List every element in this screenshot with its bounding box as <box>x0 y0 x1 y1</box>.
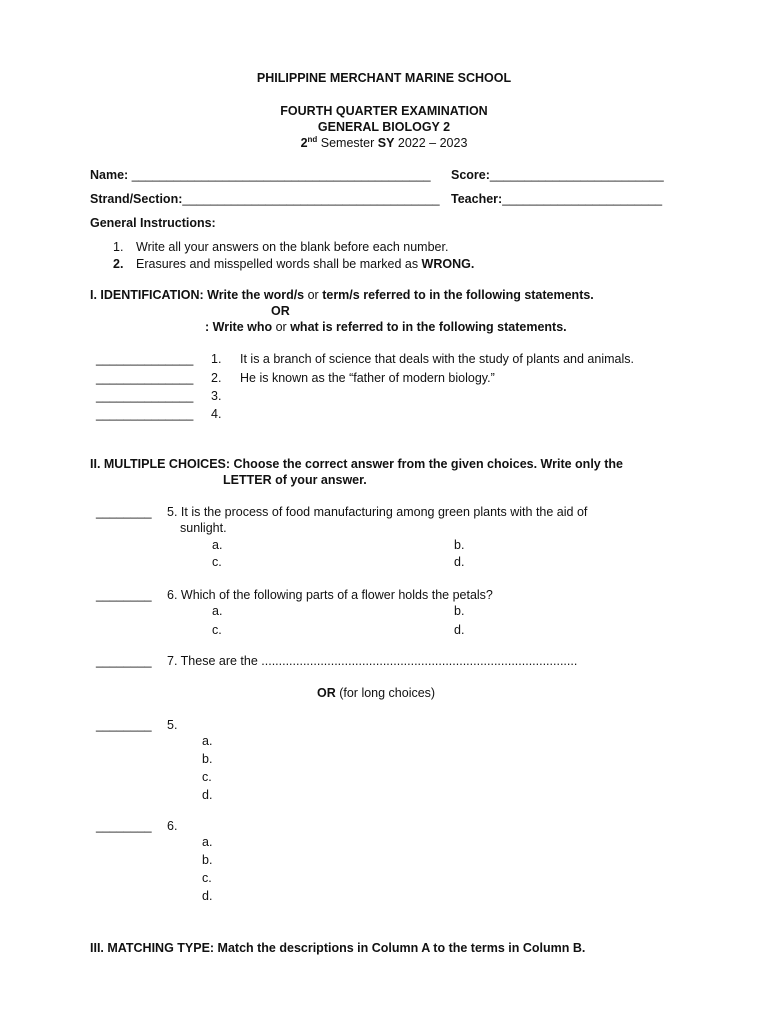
name-line: ___________________________________________ <box>131 168 431 182</box>
long-question-5: 5. <box>167 718 178 732</box>
identification-heading-a: I. IDENTIFICATION: Write the word/s <box>90 288 308 302</box>
long-q6-choice-d: d. <box>202 889 213 903</box>
identification-num-1: 1. <box>211 352 222 366</box>
mc-q6-choice-d: d. <box>454 623 465 637</box>
teacher-label: Teacher: <box>451 192 503 206</box>
strand-label: Strand/Section: <box>90 192 183 206</box>
mc-question-5-line1: 5. It is the process of food manufacturing among green plants with the aid of <box>167 505 588 519</box>
long-q5-choice-d: d. <box>202 788 213 802</box>
identification-or: OR <box>271 304 290 318</box>
long-blank-6[interactable]: ________ <box>96 819 152 833</box>
mc-question-5-line2: sunlight. <box>180 521 227 535</box>
sy-years: 2022 – 2023 <box>394 136 468 150</box>
long-choices-or-rest: (for long choices) <box>335 686 436 700</box>
long-q6-choice-a: a. <box>202 835 213 849</box>
mc-blank-5[interactable]: ________ <box>96 505 152 519</box>
mc-q5-choice-d: d. <box>454 555 465 569</box>
sy-label: SY <box>377 136 395 150</box>
score-field[interactable] <box>451 167 664 183</box>
mc-question-7: 7. These are the ........................................................................................... <box>167 654 578 668</box>
mc-blank-7[interactable]: ________ <box>96 654 152 668</box>
name-field[interactable] <box>90 167 431 183</box>
identification-num-3: 3. <box>211 389 222 403</box>
strand-field[interactable] <box>90 191 440 207</box>
mc-q5-choice-a: a. <box>212 538 223 552</box>
identification-heading-b: term/s referred to in the following statements. <box>318 288 594 302</box>
score-line: _________________________ <box>489 168 664 182</box>
mc-q5-choice-c: c. <box>212 555 222 569</box>
instruction-2-num: 2. <box>113 257 124 271</box>
identification-alt-b: what is referred to in the following statements. <box>286 320 567 334</box>
strand-line: _____________________________________ <box>182 192 440 206</box>
identification-heading-or: or <box>307 288 319 302</box>
instruction-2-body: Erasures and misspelled words shall be marked as <box>136 257 422 271</box>
long-q6-choice-b: b. <box>202 853 213 867</box>
mc-q5-choice-b: b. <box>454 538 465 552</box>
identification-text-2: He is known as the “father of modern biology.” <box>240 371 495 385</box>
mc-blank-6[interactable]: ________ <box>96 588 152 602</box>
instruction-2-text <box>136 256 474 272</box>
instruction-1-num: 1. <box>113 240 124 254</box>
long-q5-choice-a: a. <box>202 734 213 748</box>
long-q5-choice-b: b. <box>202 752 213 766</box>
school-name: PHILIPPINE MERCHANT MARINE SCHOOL <box>256 71 512 85</box>
identification-num-4: 4. <box>211 407 222 421</box>
teacher-field[interactable] <box>451 191 662 207</box>
long-question-6: 6. <box>167 819 178 833</box>
identification-num-2: 2. <box>211 371 222 385</box>
teacher-line: _______________________ <box>502 192 663 206</box>
long-choices-or-bold: OR <box>317 686 336 700</box>
identification-alt-a: : Write who <box>205 320 276 334</box>
identification-alt-heading <box>205 319 567 335</box>
score-label: Score: <box>451 168 490 182</box>
long-q6-choice-c: c. <box>202 871 212 885</box>
instruction-1-text: Write all your answers on the blank before each number. <box>136 240 449 254</box>
long-q5-choice-c: c. <box>202 770 212 784</box>
identification-heading <box>90 287 594 303</box>
identification-text-1: It is a branch of science that deals with the study of plants and animals. <box>240 352 634 366</box>
identification-blank-3[interactable]: ______________ <box>96 389 194 403</box>
instructions-heading: General Instructions: <box>90 216 216 230</box>
semester-suffix: nd <box>307 134 318 144</box>
mc-q6-choice-a: a. <box>212 604 223 618</box>
identification-blank-1[interactable]: ______________ <box>96 352 194 366</box>
semester-number: 2 <box>300 136 308 150</box>
long-choices-or <box>317 685 435 701</box>
matching-heading: III. MATCHING TYPE: Match the descriptions in Column A to the terms in Column B. <box>90 941 586 955</box>
semester-line <box>0 135 768 151</box>
long-blank-5[interactable]: ________ <box>96 718 152 732</box>
mc-q6-choice-c: c. <box>212 623 222 637</box>
instruction-2-bold: WRONG. <box>421 257 475 271</box>
multiple-choice-heading-1: II. MULTIPLE CHOICES: Choose the correct answer from the given choices. Write only the <box>90 457 623 471</box>
name-label: Name: <box>90 168 129 182</box>
identification-alt-or: or <box>275 320 287 334</box>
subject-title: GENERAL BIOLOGY 2 <box>317 120 451 134</box>
identification-blank-2[interactable]: ______________ <box>96 371 194 385</box>
identification-blank-4[interactable]: ______________ <box>96 407 194 421</box>
mc-q6-choice-b: b. <box>454 604 465 618</box>
mc-question-6: 6. Which of the following parts of a flower holds the petals? <box>167 588 493 602</box>
semester-word: Semester <box>317 136 378 150</box>
multiple-choice-heading-2: LETTER of your answer. <box>223 473 367 487</box>
exam-title: FOURTH QUARTER EXAMINATION <box>280 104 488 118</box>
